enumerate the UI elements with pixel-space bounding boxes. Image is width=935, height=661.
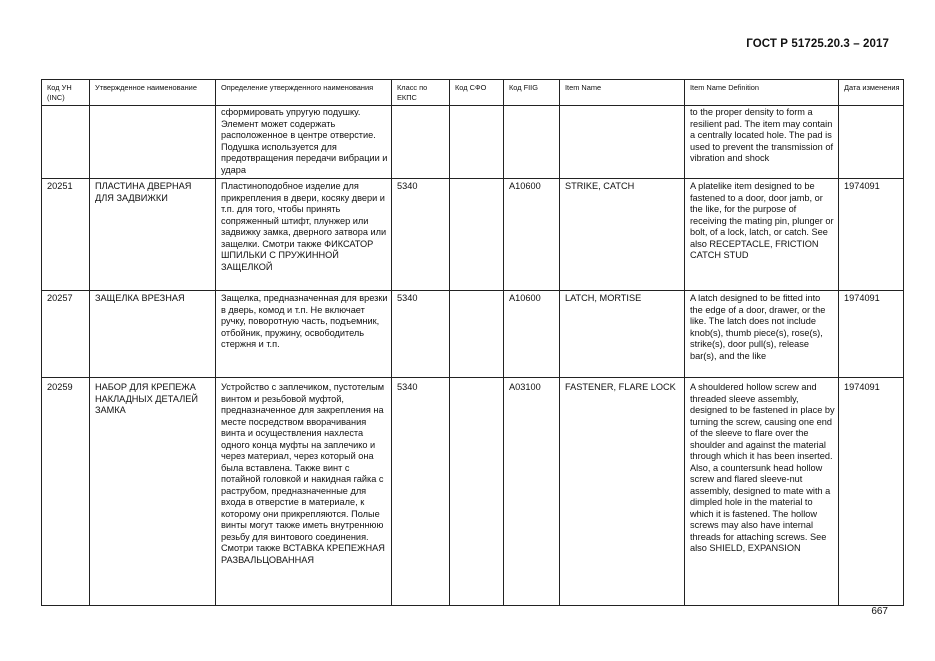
- header-code: Код УН (INC): [42, 80, 90, 106]
- cell-sfo-code: [450, 378, 504, 606]
- cell-item-name: [560, 106, 685, 179]
- cell-item-name: LATCH, MORTISE: [560, 291, 685, 378]
- header-item-definition: Item Name Definition: [685, 80, 839, 106]
- cell-item-name: FASTENER, FLARE LOCK: [560, 378, 685, 606]
- catalog-table: [41, 79, 904, 606]
- cell-item-definition: A shouldered hollow screw and threaded sleeve assembly, designed to be fastened in place by turning the screw, causing one end of the sleeve to flare over the shoulder and against the material through which it has been inserted. Also, a countersunk head hollow screw and flared sleeve-nut assembly, designed to mate with a dimpled hole in the material to which it is fastened. The hollow screws may also have internal threads for attaching screws. See also SHIELD, EXPANSION: [685, 378, 839, 606]
- header-sfo-code: Код СФО: [450, 80, 504, 106]
- page-number: 667: [871, 606, 888, 617]
- cell-change-date: [839, 106, 904, 179]
- cell-change-date: 1974091: [839, 291, 904, 378]
- table-header-row: [42, 80, 904, 106]
- header-ekps-class: Класс по ЕКПС: [392, 80, 450, 106]
- cell-code: 20251: [42, 179, 90, 291]
- cell-definition: Защелка, предназначенная для врезки в дверь, комод и т.п. Не включает ручку, поворотную часть, подъемник, отбойник, пружину, освободитель стержня и т.п.: [216, 291, 392, 378]
- cell-approved-name: ЗАЩЕЛКА ВРЕЗНАЯ: [90, 291, 216, 378]
- header-approved-name: Утвержденное наименование: [90, 80, 216, 106]
- cell-ekps-class: 5340: [392, 291, 450, 378]
- cell-ekps-class: 5340: [392, 179, 450, 291]
- cell-sfo-code: [450, 179, 504, 291]
- table-row: [42, 291, 904, 378]
- cell-change-date: 1974091: [839, 378, 904, 606]
- cell-approved-name: ПЛАСТИНА ДВЕРНАЯ ДЛЯ ЗАДВИЖКИ: [90, 179, 216, 291]
- header-fiig-code: Код FIIG: [504, 80, 560, 106]
- table-row: [42, 378, 904, 606]
- cell-item-definition: A latch designed to be fitted into the edge of a door, drawer, or the like. The latch does not include knob(s), thumb piece(s), rose(s), strike(s), door pull(s), release bar(s), and the like: [685, 291, 839, 378]
- cell-ekps-class: 5340: [392, 378, 450, 606]
- cell-definition: Пластиноподобное изделие для прикрепления в двери, косяку двери и т.п. для того, чтобы принять сопряженный штифт, плунжер или задвижку замка, дверного затвора или защелки. Смотри также ФИКСАТОР ШПИЛЬКИ С ПРУЖИННОЙ ЗАЩЕЛКОЙ: [216, 179, 392, 291]
- cell-definition: Устройство с заплечиком, пустотелым винтом и резьбовой муфтой, предназначенное для закрепления на месте посредством вворачивания винта и осуществления нахлеста одного конца муфты на заплечико и через материал, через который она была вставлена. Также винт с потайной головкой и накидная гайка с раструбом, предназначенные для входа в отверстие в материале, к которому они прикрепляются. Полые винты могут также иметь внутреннюю резьбу для винтового соединения. Смотри также ВСТАВКА КРЕПЕЖНАЯ РАЗВАЛЬЦОВАННАЯ: [216, 378, 392, 606]
- header-change-date: Дата изменения: [839, 80, 904, 106]
- table-row: [42, 179, 904, 291]
- cell-ekps-class: [392, 106, 450, 179]
- cell-approved-name: НАБОР ДЛЯ КРЕПЕЖА НАКЛАДНЫХ ДЕТАЛЕЙ ЗАМКА: [90, 378, 216, 606]
- header-definition: Определение утвержденного наименования: [216, 80, 392, 106]
- cell-code: 20257: [42, 291, 90, 378]
- cell-item-name: STRIKE, CATCH: [560, 179, 685, 291]
- cell-change-date: 1974091: [839, 179, 904, 291]
- document-title: ГОСТ Р 51725.20.3 – 2017: [746, 38, 889, 50]
- cell-fiig-code: A10600: [504, 291, 560, 378]
- cell-approved-name: [90, 106, 216, 179]
- cell-fiig-code: [504, 106, 560, 179]
- cell-code: [42, 106, 90, 179]
- cell-item-definition: to the proper density to form a resilient pad. The item may contain a centrally located hole. The pad is used to prevent the transmission of vibration and shock: [685, 106, 839, 179]
- cell-sfo-code: [450, 106, 504, 179]
- cell-fiig-code: A10600: [504, 179, 560, 291]
- cell-item-definition: A platelike item designed to be fastened to a door, door jamb, or the like, for the purpose of receiving the mating pin, plunger or bolt, of a lock, latch, or catch. See also RECEPTACLE, FRICTION CATCH STUD: [685, 179, 839, 291]
- cell-code: 20259: [42, 378, 90, 606]
- cell-definition: сформировать упругую подушку. Элемент может содержать расположенное в центре отверстие. Подушка используется для предотвращения передачи вибрации и удара: [216, 106, 392, 179]
- cell-sfo-code: [450, 291, 504, 378]
- header-item-name: Item Name: [560, 80, 685, 106]
- cell-fiig-code: A03100: [504, 378, 560, 606]
- table-row: [42, 106, 904, 179]
